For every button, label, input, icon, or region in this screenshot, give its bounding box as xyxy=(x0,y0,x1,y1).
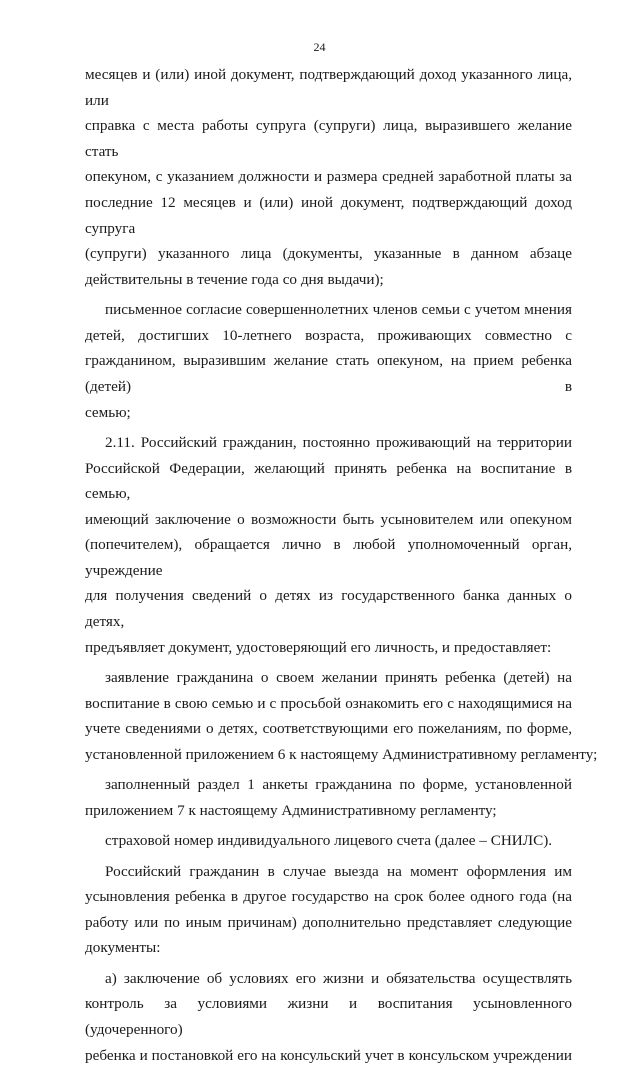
paragraph-clause-2-11 xyxy=(85,430,572,660)
text-line: ребенка и постановкой его на консульский учет в консульском учреждении xyxy=(85,1046,572,1064)
text-line: контроль за условиями жизни и воспитания усыновленного (удочеренного) xyxy=(85,995,572,1038)
text-line: установленной приложением 6 к настоящему Административному регламенту; xyxy=(85,745,598,763)
text-line: страховой номер индивидуального лицевого счета (далее – СНИЛС). xyxy=(105,832,553,850)
text-line: а) заключение об условиях его жизни и обязательства осуществлять xyxy=(105,969,572,987)
text-line: опекуном, с указанием должности и размера средней заработной платы за xyxy=(85,168,572,186)
document-body xyxy=(85,62,598,1068)
text-line: детей, достигших 10-летнего возраста, проживающих совместно с xyxy=(85,326,572,344)
paragraph-questionnaire xyxy=(85,772,572,823)
text-line: приложением 7 к настоящему Административному регламенту; xyxy=(85,801,497,819)
text-line: справка с места работы супруга (супруги) лица, выразившего желание стать xyxy=(85,117,572,160)
text-line: работу или по иным причинам) дополнительно представляет следующие xyxy=(85,913,572,931)
text-line: Российской Федерации, желающий принять ребенка на воспитание в семью, xyxy=(85,459,572,503)
text-line: заполненный раздел 1 анкеты гражданина по форме, установленной xyxy=(105,776,572,794)
text-line: имеющий заключение о возможности быть усыновителем или опекуном xyxy=(85,510,572,528)
text-line: последние 12 месяцев и (или) иной документ, подтверждающий доход супруга xyxy=(85,193,572,237)
text-line: семью; xyxy=(85,403,131,421)
text-line: письменное согласие совершеннолетних членов семьи с учетом мнения xyxy=(105,301,572,319)
paragraph-continuation xyxy=(85,62,572,292)
text-line: гражданином, выразившим желание стать опекуном, на прием ребенка (детей) в xyxy=(85,352,572,395)
text-line: воспитание в свою семью и с просьбой ознакомить его с находящимися на xyxy=(85,694,572,712)
paragraph-snils xyxy=(85,828,572,854)
text-line: (попечителем), обращается лично в любой уполномоченный орган, учреждение xyxy=(85,536,572,579)
text-line: действительны в течение года со дня выдачи); xyxy=(85,270,384,288)
paragraph-application xyxy=(85,665,598,767)
text-line: усыновления ребенка в другое государство на срок более одного года (на xyxy=(85,888,572,906)
text-line: (супруги) указанного лица (документы, указанные в данном абзаце xyxy=(85,245,572,263)
paragraph-departure xyxy=(85,859,572,961)
page-number: 24 xyxy=(313,40,326,54)
text-line: Российский гражданин в случае выезда на момент оформления им xyxy=(105,862,572,880)
paragraph-written-consent xyxy=(85,297,572,425)
paragraph-item-a xyxy=(85,966,572,1068)
text-line: для получения сведений о детях из государственного банка данных о детях, xyxy=(85,587,572,631)
text-line: месяцев и (или) иной документ, подтверждающий доход указанного лица, или xyxy=(85,66,572,109)
text-line: 2.11. Российский гражданин, постоянно проживающий на территории xyxy=(105,433,572,451)
text-line: заявление гражданина о своем желании принять ребенка (детей) на xyxy=(105,669,572,687)
text-line: документы: xyxy=(85,939,161,957)
text-line: предъявляет документ, удостоверяющий его личность, и предоставляет: xyxy=(85,638,552,656)
text-line: учете сведениями о детях, соответствующими его пожеланиям, по форме, xyxy=(85,720,572,738)
